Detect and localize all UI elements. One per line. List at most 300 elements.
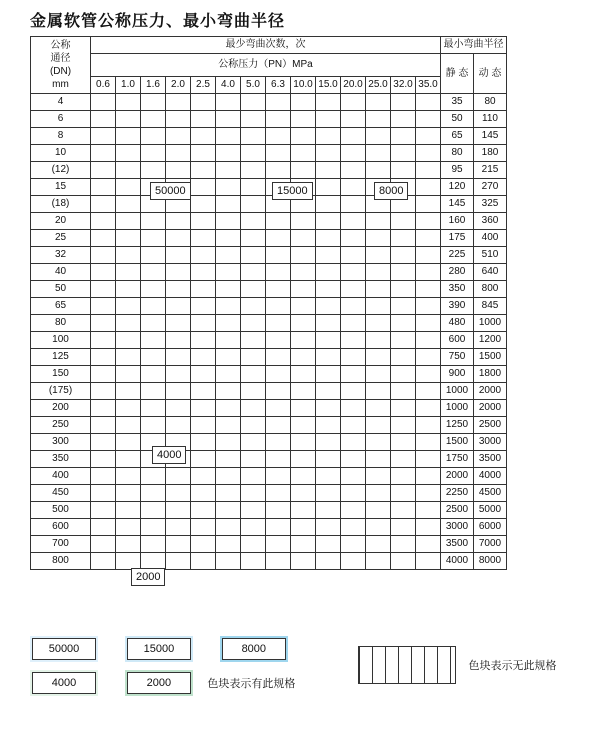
grid-cell bbox=[416, 502, 441, 519]
grid-cell bbox=[141, 468, 166, 485]
grid-cell bbox=[191, 179, 216, 196]
grid-cell bbox=[266, 468, 291, 485]
grid-cell bbox=[191, 145, 216, 162]
grid-cell bbox=[391, 400, 416, 417]
grid-cell bbox=[216, 196, 241, 213]
grid-cell bbox=[116, 536, 141, 553]
table-row bbox=[31, 332, 507, 349]
grid-cell bbox=[191, 281, 216, 298]
grid-cell bbox=[166, 128, 191, 145]
grid-cell bbox=[216, 519, 241, 536]
grid-cell bbox=[366, 485, 391, 502]
grid-cell bbox=[291, 519, 316, 536]
radius-static-cell: 2500 bbox=[441, 502, 474, 519]
grid-cell bbox=[341, 400, 366, 417]
radius-static-cell: 1000 bbox=[441, 383, 474, 400]
grid-cell bbox=[116, 332, 141, 349]
grid-cell bbox=[291, 128, 316, 145]
grid-cell bbox=[266, 519, 291, 536]
grid-cell bbox=[316, 145, 341, 162]
grid-cell bbox=[366, 128, 391, 145]
grid-cell bbox=[141, 332, 166, 349]
dn-cell: 8 bbox=[31, 128, 91, 145]
grid-cell bbox=[116, 553, 141, 570]
header-dn bbox=[31, 37, 91, 94]
header-radius-dynamic: 动 态 bbox=[474, 54, 507, 94]
grid-cell bbox=[291, 247, 316, 264]
grid-cell bbox=[266, 128, 291, 145]
dn-cell: 40 bbox=[31, 264, 91, 281]
header-pn-1: 1.0 bbox=[116, 77, 141, 94]
grid-cell bbox=[141, 128, 166, 145]
grid-cell bbox=[266, 315, 291, 332]
grid-cell bbox=[316, 383, 341, 400]
grid-cell bbox=[191, 468, 216, 485]
radius-dynamic-cell: 845 bbox=[474, 298, 507, 315]
grid-cell bbox=[341, 298, 366, 315]
grid-cell bbox=[241, 298, 266, 315]
grid-cell bbox=[341, 332, 366, 349]
legend-swatch-15000 bbox=[125, 636, 193, 662]
dn-cell: 20 bbox=[31, 213, 91, 230]
grid-cell bbox=[141, 349, 166, 366]
grid-cell bbox=[266, 451, 291, 468]
grid-cell bbox=[191, 213, 216, 230]
grid-cell bbox=[166, 281, 191, 298]
grid-cell bbox=[416, 213, 441, 230]
table-row bbox=[31, 349, 507, 366]
grid-cell bbox=[266, 162, 291, 179]
grid-cell bbox=[116, 519, 141, 536]
grid-cell bbox=[166, 111, 191, 128]
grid-cell bbox=[266, 417, 291, 434]
grid-cell bbox=[141, 213, 166, 230]
grid-cell bbox=[291, 417, 316, 434]
grid-cell bbox=[241, 434, 266, 451]
grid-cell bbox=[341, 213, 366, 230]
grid-cell bbox=[166, 264, 191, 281]
grid-cell bbox=[216, 162, 241, 179]
grid-cell bbox=[316, 230, 341, 247]
grid-cell bbox=[366, 434, 391, 451]
grid-cell bbox=[291, 264, 316, 281]
grid-cell bbox=[241, 366, 266, 383]
radius-dynamic-cell: 325 bbox=[474, 196, 507, 213]
grid-cell bbox=[241, 247, 266, 264]
legend-grid-icon bbox=[358, 646, 456, 684]
grid-cell bbox=[416, 196, 441, 213]
grid-cell bbox=[191, 536, 216, 553]
radius-static-cell: 1250 bbox=[441, 417, 474, 434]
grid-cell bbox=[141, 264, 166, 281]
radius-static-cell: 145 bbox=[441, 196, 474, 213]
grid-cell bbox=[216, 502, 241, 519]
page-title: 金属软管公称压力、最小弯曲半径 bbox=[30, 13, 286, 30]
dn-cell: 50 bbox=[31, 281, 91, 298]
dn-cell: 150 bbox=[31, 366, 91, 383]
radius-dynamic-cell: 6000 bbox=[474, 519, 507, 536]
grid-cell bbox=[166, 162, 191, 179]
legend-label-50000: 50000 bbox=[32, 638, 96, 660]
radius-static-cell: 350 bbox=[441, 281, 474, 298]
radius-dynamic-cell: 2000 bbox=[474, 400, 507, 417]
grid-cell bbox=[166, 366, 191, 383]
grid-cell bbox=[241, 468, 266, 485]
dn-cell: 800 bbox=[31, 553, 91, 570]
grid-cell bbox=[266, 213, 291, 230]
grid-cell bbox=[116, 111, 141, 128]
grid-cell bbox=[341, 536, 366, 553]
radius-static-cell: 390 bbox=[441, 298, 474, 315]
grid-cell bbox=[91, 417, 116, 434]
table-row bbox=[31, 468, 507, 485]
grid-cell bbox=[216, 145, 241, 162]
grid-cell bbox=[216, 553, 241, 570]
grid-cell bbox=[216, 536, 241, 553]
grid-cell bbox=[416, 281, 441, 298]
grid-cell bbox=[316, 247, 341, 264]
legend-label-15000: 15000 bbox=[127, 638, 191, 660]
grid-cell bbox=[341, 366, 366, 383]
grid-cell bbox=[391, 162, 416, 179]
grid-cell bbox=[341, 145, 366, 162]
header-pn-9: 15.0 bbox=[316, 77, 341, 94]
grid-cell bbox=[366, 536, 391, 553]
grid-cell bbox=[116, 213, 141, 230]
grid-cell bbox=[341, 502, 366, 519]
grid-cell bbox=[91, 349, 116, 366]
grid-cell bbox=[266, 502, 291, 519]
grid-cell bbox=[141, 247, 166, 264]
grid-cell bbox=[416, 315, 441, 332]
grid-cell bbox=[241, 553, 266, 570]
grid-cell bbox=[91, 383, 116, 400]
grid-cell bbox=[366, 145, 391, 162]
grid-cell bbox=[341, 485, 366, 502]
grid-cell bbox=[116, 162, 141, 179]
grid-cell bbox=[316, 553, 341, 570]
grid-cell bbox=[241, 162, 266, 179]
radius-dynamic-cell: 400 bbox=[474, 230, 507, 247]
grid-cell bbox=[116, 298, 141, 315]
grid-cell bbox=[366, 332, 391, 349]
grid-cell bbox=[391, 213, 416, 230]
grid-cell bbox=[316, 502, 341, 519]
radius-dynamic-cell: 270 bbox=[474, 179, 507, 196]
grid-cell bbox=[266, 349, 291, 366]
grid-cell bbox=[366, 400, 391, 417]
grid-cell bbox=[341, 519, 366, 536]
grid-cell bbox=[391, 502, 416, 519]
grid-cell bbox=[166, 94, 191, 111]
table-row bbox=[31, 281, 507, 298]
grid-cell bbox=[191, 383, 216, 400]
grid-cell bbox=[316, 315, 341, 332]
grid-cell bbox=[341, 434, 366, 451]
legend-swatch-4000 bbox=[30, 670, 98, 696]
header-pn-6: 5.0 bbox=[241, 77, 266, 94]
grid-cell bbox=[341, 383, 366, 400]
grid-cell bbox=[391, 468, 416, 485]
grid-cell bbox=[116, 196, 141, 213]
grid-cell bbox=[191, 247, 216, 264]
grid-cell bbox=[116, 383, 141, 400]
grid-cell bbox=[166, 298, 191, 315]
grid-cell bbox=[291, 145, 316, 162]
radius-dynamic-cell: 1500 bbox=[474, 349, 507, 366]
grid-cell bbox=[416, 536, 441, 553]
grid-cell bbox=[166, 485, 191, 502]
header-pn-8: 10.0 bbox=[291, 77, 316, 94]
grid-cell bbox=[316, 332, 341, 349]
grid-cell bbox=[166, 315, 191, 332]
grid-cell bbox=[116, 366, 141, 383]
grid-cell bbox=[316, 196, 341, 213]
header-pn-10: 20.0 bbox=[341, 77, 366, 94]
grid-cell bbox=[191, 349, 216, 366]
grid-cell bbox=[366, 553, 391, 570]
header-radius-static: 静 态 bbox=[441, 54, 474, 94]
grid-cell bbox=[216, 315, 241, 332]
grid-cell bbox=[341, 196, 366, 213]
dn-cell: 400 bbox=[31, 468, 91, 485]
grid-cell bbox=[91, 179, 116, 196]
grid-cell bbox=[366, 349, 391, 366]
radius-static-cell: 1500 bbox=[441, 434, 474, 451]
grid-cell bbox=[91, 111, 116, 128]
grid-cell bbox=[241, 111, 266, 128]
grid-cell bbox=[91, 315, 116, 332]
header-dn-line-2: 通径 bbox=[50, 53, 71, 64]
grid-cell bbox=[316, 128, 341, 145]
grid-cell bbox=[391, 366, 416, 383]
grid-cell bbox=[116, 145, 141, 162]
grid-cell bbox=[116, 434, 141, 451]
grid-cell bbox=[391, 230, 416, 247]
grid-cell bbox=[116, 468, 141, 485]
grid-cell bbox=[216, 111, 241, 128]
grid-cell bbox=[366, 94, 391, 111]
grid-cell bbox=[241, 349, 266, 366]
grid-cell bbox=[166, 383, 191, 400]
grid-cell bbox=[416, 451, 441, 468]
grid-cell bbox=[91, 247, 116, 264]
grid-cell bbox=[316, 468, 341, 485]
grid-cell bbox=[316, 519, 341, 536]
radius-dynamic-cell: 2500 bbox=[474, 417, 507, 434]
grid-cell bbox=[391, 349, 416, 366]
radius-static-cell: 50 bbox=[441, 111, 474, 128]
grid-cell bbox=[341, 349, 366, 366]
radius-dynamic-cell: 1800 bbox=[474, 366, 507, 383]
grid-cell bbox=[141, 400, 166, 417]
grid-cell bbox=[416, 417, 441, 434]
grid-cell bbox=[316, 264, 341, 281]
grid-cell bbox=[416, 94, 441, 111]
dn-cell: 600 bbox=[31, 519, 91, 536]
grid-cell bbox=[291, 400, 316, 417]
grid-cell bbox=[91, 128, 116, 145]
grid-cell bbox=[391, 128, 416, 145]
grid-cell bbox=[191, 485, 216, 502]
dn-cell: 4 bbox=[31, 94, 91, 111]
radius-static-cell: 35 bbox=[441, 94, 474, 111]
table-row bbox=[31, 502, 507, 519]
grid-cell bbox=[166, 247, 191, 264]
grid-cell bbox=[316, 281, 341, 298]
grid-cell bbox=[91, 502, 116, 519]
grid-cell bbox=[166, 536, 191, 553]
grid-cell bbox=[216, 128, 241, 145]
radius-static-cell: 3000 bbox=[441, 519, 474, 536]
grid-cell bbox=[216, 434, 241, 451]
grid-cell bbox=[341, 417, 366, 434]
grid-cell bbox=[241, 332, 266, 349]
header-pn-13: 35.0 bbox=[416, 77, 441, 94]
table-body bbox=[31, 94, 507, 570]
header-pressure: 公称压力（PN）MPa bbox=[91, 54, 441, 77]
grid-cell bbox=[341, 281, 366, 298]
dn-cell: 65 bbox=[31, 298, 91, 315]
legend-swatch-2000 bbox=[125, 670, 193, 696]
grid-cell bbox=[366, 247, 391, 264]
grid-cell bbox=[116, 94, 141, 111]
grid-cell bbox=[266, 400, 291, 417]
grid-cell bbox=[266, 553, 291, 570]
radius-dynamic-cell: 4500 bbox=[474, 485, 507, 502]
grid-cell bbox=[241, 196, 266, 213]
grid-cell bbox=[216, 468, 241, 485]
grid-cell bbox=[191, 315, 216, 332]
grid-cell bbox=[141, 536, 166, 553]
dn-cell: (18) bbox=[31, 196, 91, 213]
radius-dynamic-cell: 3500 bbox=[474, 451, 507, 468]
grid-cell bbox=[141, 298, 166, 315]
radius-dynamic-cell: 360 bbox=[474, 213, 507, 230]
grid-cell bbox=[341, 451, 366, 468]
table-row bbox=[31, 298, 507, 315]
grid-cell bbox=[266, 230, 291, 247]
dn-cell: 350 bbox=[31, 451, 91, 468]
header-bend-counts: 最少弯曲次数，次 bbox=[91, 37, 441, 54]
table-row bbox=[31, 196, 507, 213]
header-pn-11: 25.0 bbox=[366, 77, 391, 94]
grid-cell bbox=[291, 366, 316, 383]
grid-cell bbox=[216, 366, 241, 383]
table-row bbox=[31, 247, 507, 264]
grid-cell bbox=[291, 332, 316, 349]
grid-cell bbox=[416, 468, 441, 485]
grid-cell bbox=[416, 230, 441, 247]
radius-static-cell: 2250 bbox=[441, 485, 474, 502]
grid-cell bbox=[416, 366, 441, 383]
grid-cell bbox=[241, 94, 266, 111]
radius-dynamic-cell: 510 bbox=[474, 247, 507, 264]
table-row bbox=[31, 366, 507, 383]
dn-cell: 6 bbox=[31, 111, 91, 128]
grid-cell bbox=[416, 519, 441, 536]
grid-cell bbox=[316, 162, 341, 179]
grid-cell bbox=[116, 417, 141, 434]
spec-table bbox=[30, 36, 507, 570]
grid-cell bbox=[216, 247, 241, 264]
grid-cell bbox=[141, 519, 166, 536]
grid-cell bbox=[166, 145, 191, 162]
grid-cell bbox=[191, 451, 216, 468]
grid-cell bbox=[266, 94, 291, 111]
header-pn-12: 32.0 bbox=[391, 77, 416, 94]
grid-cell bbox=[266, 281, 291, 298]
grid-cell bbox=[91, 332, 116, 349]
table-row bbox=[31, 264, 507, 281]
grid-cell bbox=[391, 417, 416, 434]
grid-cell bbox=[391, 145, 416, 162]
grid-cell bbox=[391, 281, 416, 298]
radius-static-cell: 65 bbox=[441, 128, 474, 145]
grid-cell bbox=[216, 281, 241, 298]
radius-dynamic-cell: 1000 bbox=[474, 315, 507, 332]
dn-cell: 125 bbox=[31, 349, 91, 366]
grid-cell bbox=[241, 145, 266, 162]
radius-static-cell: 750 bbox=[441, 349, 474, 366]
grid-cell bbox=[216, 264, 241, 281]
grid-cell bbox=[416, 162, 441, 179]
grid-cell bbox=[216, 332, 241, 349]
dn-cell: (175) bbox=[31, 383, 91, 400]
radius-static-cell: 900 bbox=[441, 366, 474, 383]
legend-note-color: 色块表示有此规格 bbox=[207, 678, 296, 690]
grid-cell bbox=[416, 128, 441, 145]
grid-cell bbox=[291, 434, 316, 451]
grid-cell bbox=[316, 366, 341, 383]
grid-cell bbox=[366, 111, 391, 128]
grid-cell bbox=[316, 400, 341, 417]
grid-cell bbox=[91, 94, 116, 111]
grid-cell bbox=[241, 519, 266, 536]
grid-cell bbox=[366, 298, 391, 315]
grid-cell bbox=[91, 281, 116, 298]
dn-cell: 25 bbox=[31, 230, 91, 247]
radius-static-cell: 3500 bbox=[441, 536, 474, 553]
table-row bbox=[31, 536, 507, 553]
table-row bbox=[31, 179, 507, 196]
grid-cell bbox=[291, 281, 316, 298]
grid-cell bbox=[366, 366, 391, 383]
grid-cell bbox=[391, 264, 416, 281]
radius-static-cell: 1750 bbox=[441, 451, 474, 468]
grid-cell bbox=[316, 349, 341, 366]
grid-cell bbox=[291, 162, 316, 179]
table-row bbox=[31, 315, 507, 332]
dn-cell: 100 bbox=[31, 332, 91, 349]
grid-cell bbox=[91, 434, 116, 451]
table-row bbox=[31, 451, 507, 468]
grid-cell bbox=[341, 162, 366, 179]
dn-cell: 450 bbox=[31, 485, 91, 502]
grid-cell bbox=[341, 111, 366, 128]
header-pn-5: 4.0 bbox=[216, 77, 241, 94]
grid-cell bbox=[141, 553, 166, 570]
grid-cell bbox=[391, 111, 416, 128]
grid-cell bbox=[291, 502, 316, 519]
grid-cell bbox=[141, 366, 166, 383]
grid-cell bbox=[241, 230, 266, 247]
legend-label-8000: 8000 bbox=[222, 638, 286, 660]
radius-dynamic-cell: 1200 bbox=[474, 332, 507, 349]
grid-cell bbox=[416, 247, 441, 264]
grid-cell bbox=[341, 247, 366, 264]
grid-cell bbox=[416, 553, 441, 570]
